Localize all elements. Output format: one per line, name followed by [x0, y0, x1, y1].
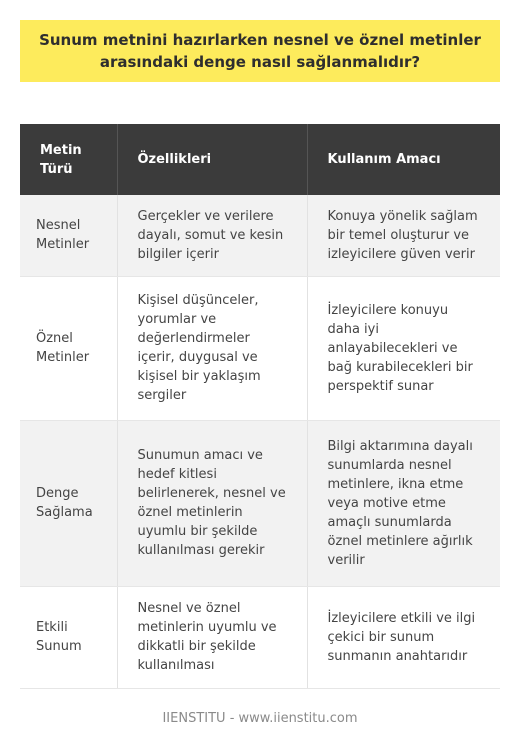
header-ozellikleri: Özellikleri: [117, 124, 307, 195]
comparison-table: [20, 124, 500, 689]
title-banner: [20, 20, 500, 82]
cell-purpose: İzleyicilere konuyu daha iyi anlayabilecekleri ve bağ kurabilecekleri bir perspektif sunar: [307, 276, 500, 420]
cell-type: Nesnel Metinler: [20, 195, 117, 276]
cell-purpose: İzleyicilere etkili ve ilgi çekici bir sunum sunmanın anahtarıdır: [307, 586, 500, 688]
page-title: Sunum metnini hazırlarken nesnel ve öznel metinler arasındaki denge nasıl sağlanmalıdır?: [39, 31, 481, 71]
cell-type: Denge Sağlama: [20, 420, 117, 586]
cell-features: Nesnel ve öznel metinlerin uyumlu ve dikkatli bir şekilde kullanılması: [117, 586, 307, 688]
table-row: [20, 276, 500, 420]
table-row: [20, 195, 500, 276]
footer-credit: IIENSTITU - www.iienstitu.com: [162, 711, 358, 726]
table-row: [20, 586, 500, 688]
cell-features: Kişisel düşünceler, yorumlar ve değerlendirmeler içerir, duygusal ve kişisel bir yaklaşım sergiler: [117, 276, 307, 420]
header-metin-turu: Metin Türü: [20, 124, 117, 195]
table-row: [20, 420, 500, 586]
cell-purpose: Bilgi aktarımına dayalı sunumlarda nesnel metinlere, ikna etme veya motive etme amaçlı sunumlarda öznel metinlere ağırlık verilir: [307, 420, 500, 586]
cell-type: Etkili Sunum: [20, 586, 117, 688]
table-header-row: [20, 124, 500, 195]
header-kullanim-amaci: Kullanım Amacı: [307, 124, 500, 195]
cell-features: Sunumun amacı ve hedef kitlesi belirlenerek, nesnel ve öznel metinlerin uyumlu bir şekilde kullanılması gerekir: [117, 420, 307, 586]
cell-features: Gerçekler ve verilere dayalı, somut ve kesin bilgiler içerir: [117, 195, 307, 276]
cell-purpose: Konuya yönelik sağlam bir temel oluşturur ve izleyicilere güven verir: [307, 195, 500, 276]
cell-type: Öznel Metinler: [20, 276, 117, 420]
